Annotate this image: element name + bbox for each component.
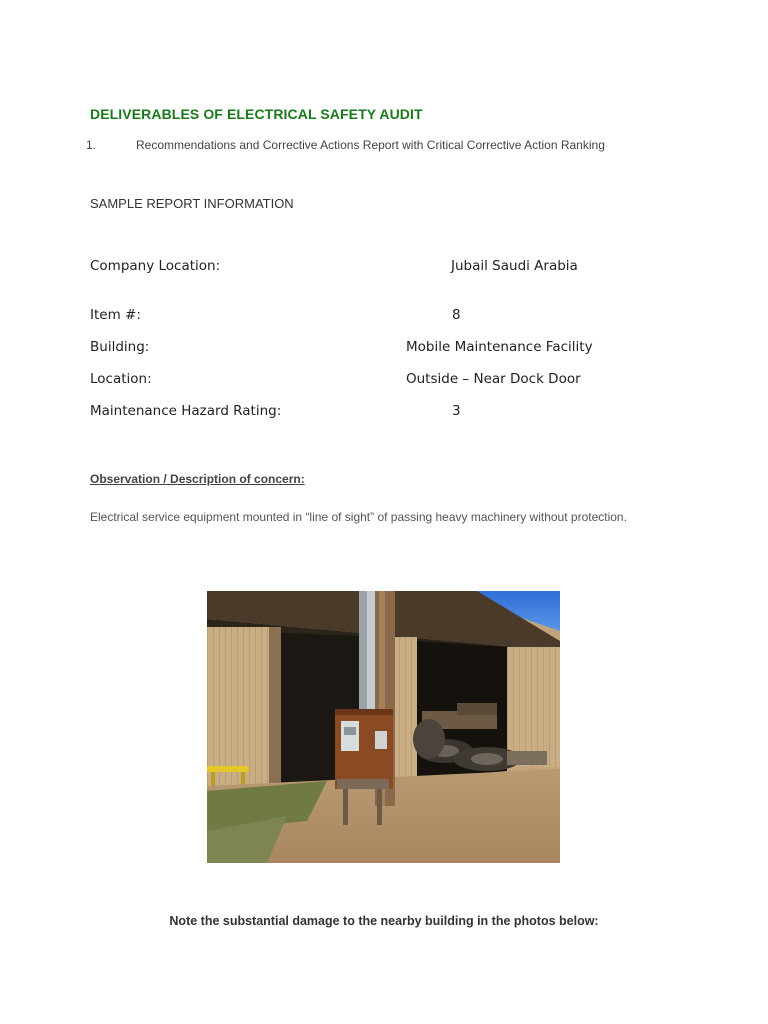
site-photo <box>207 591 560 863</box>
item-value: 8 <box>452 307 461 323</box>
location-value: Outside – Near Dock Door <box>406 371 581 387</box>
company-location-label: Company Location: <box>90 258 221 274</box>
hazard-rating-value: 3 <box>452 403 461 419</box>
observation-text: Electrical service equipment mounted in “line of sight” of passing heavy machinery without protection. <box>90 510 627 524</box>
location-row <box>90 371 690 391</box>
document-heading: DELIVERABLES OF ELECTRICAL SAFETY AUDIT <box>90 106 423 122</box>
location-label: Location: <box>90 371 152 387</box>
item-row <box>90 307 690 327</box>
sample-report-heading: SAMPLE REPORT INFORMATION <box>90 196 294 211</box>
company-location-value: Jubail Saudi Arabia <box>451 258 578 274</box>
photo-note: Note the substantial damage to the nearby building in the photos below: <box>169 914 599 928</box>
hazard-rating-label: Maintenance Hazard Rating: <box>90 403 282 419</box>
building-value: Mobile Maintenance Facility <box>406 339 593 355</box>
company-location-row <box>90 258 690 278</box>
list-item-text: Recommendations and Corrective Actions Report with Critical Corrective Action Ranking <box>136 138 605 152</box>
building-row <box>90 339 690 359</box>
building-label: Building: <box>90 339 150 355</box>
observation-heading: Observation / Description of concern: <box>90 472 305 486</box>
hazard-rating-row <box>90 403 690 423</box>
item-label: Item #: <box>90 307 141 323</box>
list-item-number: 1. <box>86 138 97 152</box>
